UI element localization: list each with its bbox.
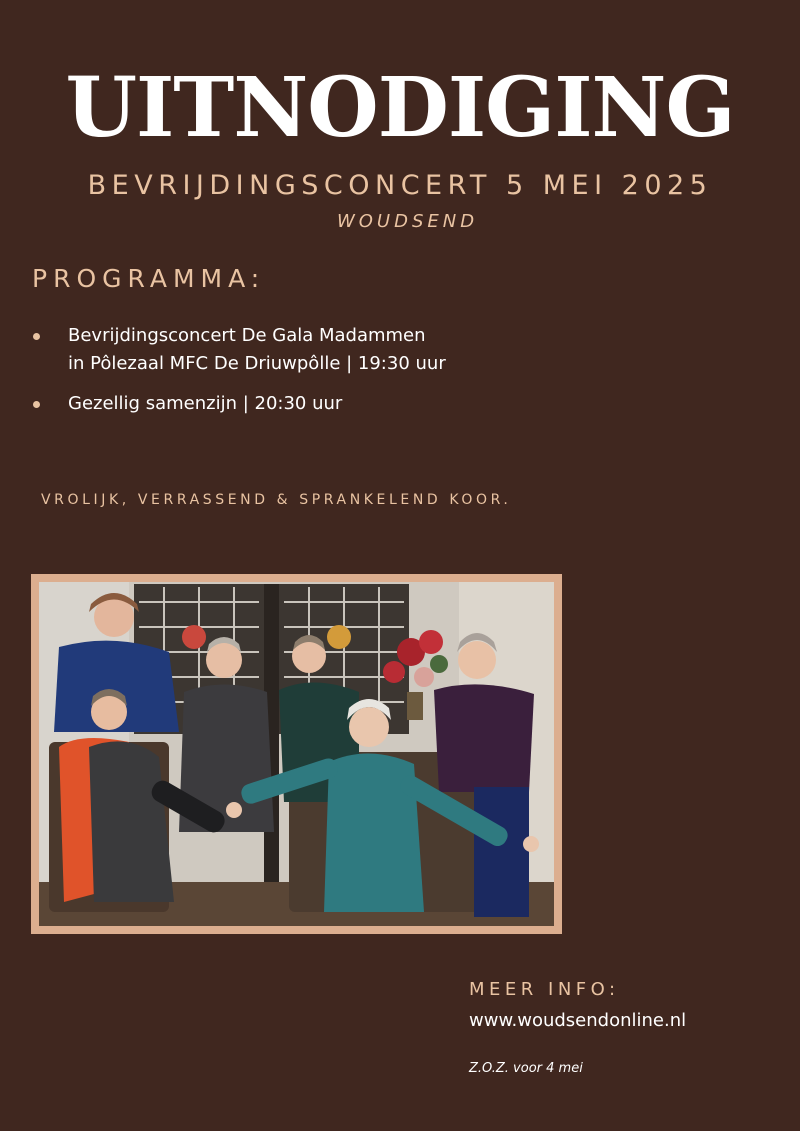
photo-frame [31, 574, 562, 934]
bullet-dot [33, 333, 40, 340]
program-heading: PROGRAMMA: [32, 264, 266, 293]
program-item-text: Gezellig samenzijn | 20:30 uur [68, 393, 343, 414]
turn-over-note: Z.O.Z. voor 4 mei [469, 1061, 583, 1076]
program-item-concert [32, 322, 592, 378]
event-subtitle: BEVRIJDINGSCONCERT 5 MEI 2025 [87, 170, 713, 201]
website-link[interactable]: www.woudsendonline.nl [469, 1010, 687, 1031]
event-location: WOUDSEND [336, 211, 479, 232]
bullet-dot [33, 401, 40, 408]
program-item-text: Bevrijdingsconcert De Gala Madammen [68, 325, 426, 346]
choir-tagline: VROLIJK, VERRASSEND & SPRANKELEND KOOR. [41, 492, 512, 508]
invitation-title: UITNODIGING [65, 60, 735, 156]
choir-group-photo [39, 582, 554, 926]
more-info-heading: MEER INFO: [469, 979, 620, 1000]
program-item-social [32, 390, 592, 418]
program-list [32, 322, 592, 430]
program-item-text: in Pôlezaal MFC De Driuwpôlle | 19:30 uur [68, 353, 446, 374]
